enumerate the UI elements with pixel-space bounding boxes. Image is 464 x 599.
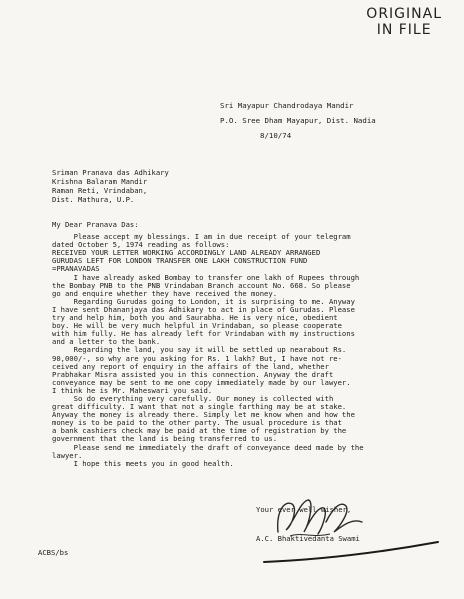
recipient-line: Krishna Balaram Mandir xyxy=(52,177,148,186)
body-line: a bank cashiers check may be paid at the time of registration by the xyxy=(52,426,347,436)
recipient-line: Dist. Mathura, U.P. xyxy=(52,195,135,204)
body-line: try and help him, both you and Saurabha. He is very nice, obedient xyxy=(52,313,338,323)
body-line: lawyer. xyxy=(52,450,83,460)
body-line: great difficulty. I want that not a single farthing may be at stake. xyxy=(52,402,347,412)
closing-line: Your ever well wisher, xyxy=(256,505,352,514)
closing-block xyxy=(256,505,360,543)
sender-address xyxy=(220,98,376,143)
body-line: 90,000/-, so why are you asking for Rs. 1 lakh? But, I have not re- xyxy=(52,353,342,363)
recipient-line: Sriman Pranava das Adhikary xyxy=(52,168,169,177)
body-line: money is to be paid to the other party. The usual procedure is that xyxy=(52,418,342,428)
body-line: GURUDAS LEFT FOR LONDON TRANSFER ONE LAKH CONSTRUCTION FUND xyxy=(52,256,308,266)
body-line: and a letter to the bank. xyxy=(52,337,161,347)
stamp-line-1: ORIGINAL xyxy=(366,6,442,22)
body-line: ceived any report of enquiry in the affairs of the land, whether xyxy=(52,361,329,371)
reference-initials: ACBS/bs xyxy=(38,548,69,557)
body-line: So do everything very carefully. Our money is collected with xyxy=(52,393,334,403)
sender-line-2: P.O. Sree Dham Mayapur, Dist. Nadia xyxy=(220,116,376,125)
body-line: Prabhakar Misra assisted you in this connection. Anyway the draft xyxy=(52,369,334,379)
stamp-line-2: IN FILE xyxy=(376,22,432,38)
body-line: Regarding Gurudas going to London, it is surprising to me. Anyway xyxy=(52,296,355,306)
body-line: conveyance may be sent to me one copy immediately made by our lawyer. xyxy=(52,377,351,387)
body-line: dated October 5, 1974 reading as follows: xyxy=(52,240,230,250)
body-line: the Bombay PNB to the PNB Vrindaban Branch account No. 668. So please xyxy=(52,280,351,290)
body-line: boy. He will be very much helpful in Vrindaban, so please cooperate xyxy=(52,321,342,331)
recipient-line: Raman Reti, Vrindaban, xyxy=(52,186,148,195)
salutation: My Dear Pranava Das: xyxy=(52,220,139,229)
body-line: I hope this meets you in good health. xyxy=(52,458,234,468)
body-line: with him fully. He has already left for Vrindaban with my instructions xyxy=(52,329,355,339)
body-line: =PRANAVADAS xyxy=(52,264,100,274)
original-in-file-stamp xyxy=(366,6,442,38)
body-line: Anyway the money is already there. Simply let me know when and how the xyxy=(52,410,355,420)
sender-line-1: Sri Mayapur Chandrodaya Mandir xyxy=(220,101,354,110)
recipient-address xyxy=(52,168,169,204)
body-line: go and enquire whether they have received the money. xyxy=(52,288,278,298)
body-line: I have sent Dhananjaya das Adhikary to act in place of Gurudas. Please xyxy=(52,304,355,314)
signature-flourish xyxy=(262,540,442,580)
body-line: RECEIVED YOUR LETTER WORKING ACCORDINGLY LAND ALREADY ARRANGED xyxy=(52,248,321,258)
body-line: Please send me immediately the draft of conveyance deed made by the xyxy=(52,442,364,452)
body-line: I think he is Mr. Maheswari you said. xyxy=(52,385,213,395)
body-line: I have already asked Bombay to transfer one lakh of Rupees through xyxy=(52,272,360,282)
body-line: Please accept my blessings. I am in due receipt of your telegram xyxy=(52,232,351,242)
body-line: government that the land is being transferred to us. xyxy=(52,434,278,444)
body-line: Regarding the land, you say it will be settled up nearabout Rs. xyxy=(52,345,347,355)
letter-date: 8/10/74 xyxy=(260,131,292,140)
signatory-name: A.C. Bhaktivedanta Swami xyxy=(256,534,360,543)
letter-body xyxy=(52,221,424,468)
